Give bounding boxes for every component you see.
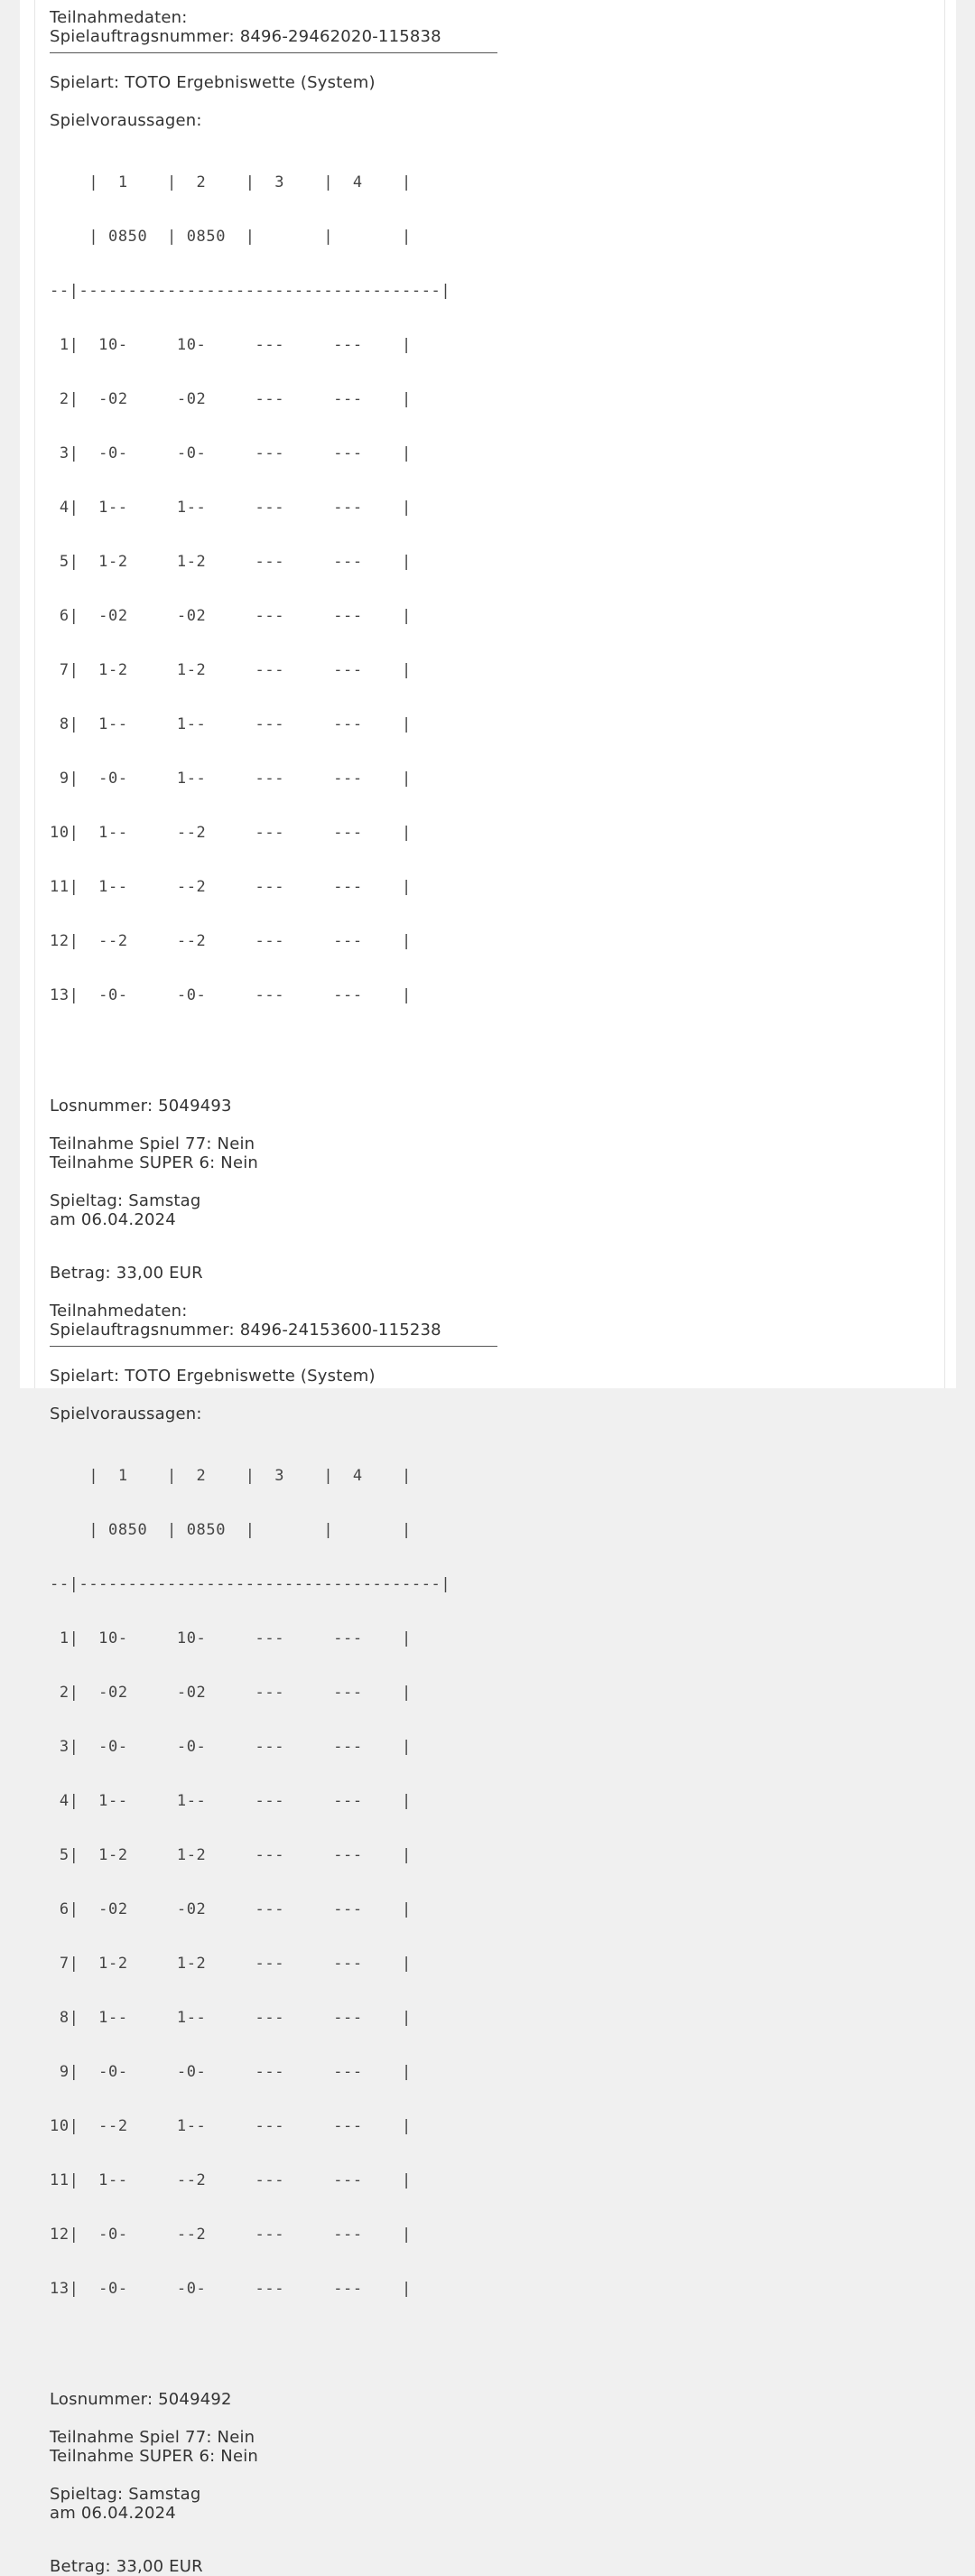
game-date: am 06.04.2024	[50, 2504, 176, 2523]
grid-row: 11| 1-- --2 --- --- |	[50, 2171, 412, 2189]
predictions-label: Spielvoraussagen:	[50, 1405, 202, 1423]
super6-participation: Teilnahme SUPER 6: Nein	[50, 2447, 259, 2466]
game-day: Spieltag: Samstag	[50, 1191, 201, 1210]
grid-row: 10| 1-- --2 --- --- |	[50, 824, 412, 842]
grid-row: 12| -0- --2 --- --- |	[50, 2226, 412, 2244]
participation-label: Teilnahmedaten:	[50, 8, 188, 27]
game-day: Spieltag: Samstag	[50, 2485, 201, 2504]
grid-separator-row: --|-------------------------------------|	[50, 282, 451, 300]
grid-row: 8| 1-- 1-- --- --- |	[50, 2009, 412, 2027]
spiel77-participation: Teilnahme Spiel 77: Nein	[50, 1134, 255, 1153]
grid-row: 3| -0- -0- --- --- |	[50, 1738, 412, 1756]
grid-row: 3| -0- -0- --- --- |	[50, 444, 412, 462]
grid-row: 7| 1-2 1-2 --- --- |	[50, 1955, 412, 1973]
grid-row: 6| -02 -02 --- --- |	[50, 1900, 412, 1918]
grid-row: 8| 1-- 1-- --- --- |	[50, 715, 412, 733]
amount: Betrag: 33,00 EUR	[50, 1264, 203, 1283]
grid-row: 4| 1-- 1-- --- --- |	[50, 1792, 412, 1810]
email-content	[50, 8, 934, 2576]
predictions-grid	[50, 1431, 934, 2334]
grid-row: 13| -0- -0- --- --- |	[50, 986, 412, 1004]
grid-separator-row: --|-------------------------------------|	[50, 1575, 451, 1593]
grid-row: 6| -02 -02 --- --- |	[50, 607, 412, 625]
ticket-number: Losnummer: 5049493	[50, 1097, 232, 1115]
spiel77-participation: Teilnahme Spiel 77: Nein	[50, 2428, 255, 2447]
grid-row: 5| 1-2 1-2 --- --- |	[50, 553, 412, 571]
grid-header-row: | 1 | 2 | 3 | 4 |	[50, 173, 412, 191]
grid-row: 10| --2 1-- --- --- |	[50, 2117, 412, 2135]
grid-row: 13| -0- -0- --- --- |	[50, 2280, 412, 2298]
grid-row: 7| 1-2 1-2 --- --- |	[50, 661, 412, 679]
grid-row: 5| 1-2 1-2 --- --- |	[50, 1846, 412, 1864]
participation-label: Teilnahmedaten:	[50, 1302, 188, 1321]
grid-row: 12| --2 --2 --- --- |	[50, 932, 412, 950]
order-number: Spielauftragsnummer: 8496-29462020-115838	[50, 27, 441, 46]
grid-row: 9| -0- 1-- --- --- |	[50, 770, 412, 788]
predictions-grid	[50, 137, 934, 1041]
grid-row: 2| -02 -02 --- --- |	[50, 1684, 412, 1702]
grid-row: 4| 1-- 1-- --- --- |	[50, 499, 412, 517]
game-type: Spielart: TOTO Ergebniswette (System)	[50, 73, 376, 92]
participation-entry-2	[50, 1302, 934, 2576]
grid-row: 2| -02 -02 --- --- |	[50, 390, 412, 408]
participation-entry-1	[50, 8, 934, 1302]
order-number: Spielauftragsnummer: 8496-24153600-115238	[50, 1321, 441, 1339]
ticket-number: Losnummer: 5049492	[50, 2390, 232, 2409]
grid-header-row: | 0850 | 0850 | | |	[50, 228, 412, 246]
game-date: am 06.04.2024	[50, 1210, 176, 1229]
super6-participation: Teilnahme SUPER 6: Nein	[50, 1153, 259, 1172]
amount: Betrag: 33,00 EUR	[50, 2557, 203, 2576]
grid-header-row: | 0850 | 0850 | | |	[50, 1521, 412, 1539]
grid-row: 9| -0- -0- --- --- |	[50, 2063, 412, 2081]
game-type: Spielart: TOTO Ergebniswette (System)	[50, 1367, 376, 1386]
grid-row: 1| 10- 10- --- --- |	[50, 1629, 412, 1647]
predictions-label: Spielvoraussagen:	[50, 111, 202, 130]
grid-header-row: | 1 | 2 | 3 | 4 |	[50, 1467, 412, 1485]
grid-row: 1| 10- 10- --- --- |	[50, 336, 412, 354]
grid-row: 11| 1-- --2 --- --- |	[50, 878, 412, 896]
